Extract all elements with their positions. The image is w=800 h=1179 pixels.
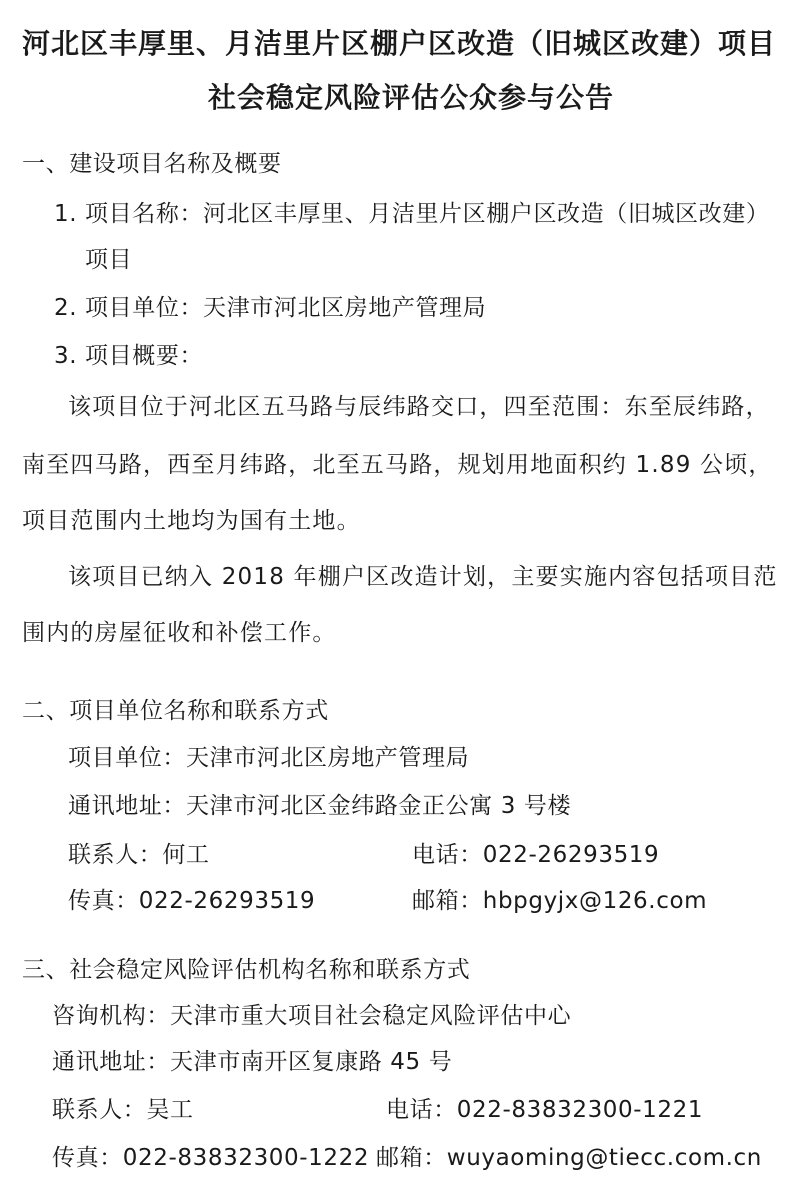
section-1-item-2: 2. 项目单位：天津市河北区房地产管理局 xyxy=(54,295,487,321)
section-1-item-1-line-1: 1. 项目名称：河北区丰厚里、月洁里片区棚户区改造（旧城区改建） xyxy=(54,201,770,227)
section-3-heading: 三、社会稳定风险评估机构名称和联系方式 xyxy=(22,957,471,983)
section-1-paragraph-2-line-2: 围内的房屋征收和补偿工作。 xyxy=(22,620,337,646)
section-1-item-1-line-2: 项目 xyxy=(85,247,133,273)
section-2-address: 通讯地址：天津市河北区金纬路金正公寓 3 号楼 xyxy=(68,793,572,819)
section-1-paragraph-1-line-1: 该项目位于河北区五马路与辰纬路交口，四至范围：东至辰纬路， xyxy=(68,394,770,420)
section-1-paragraph-1-line-3: 项目范围内土地均为国有土地。 xyxy=(22,508,361,534)
title-line-1: 河北区丰厚里、月洁里片区棚户区改造（旧城区改建）项目 xyxy=(22,27,777,60)
section-1-paragraph-2-line-1: 该项目已纳入 2018 年棚户区改造计划，主要实施内容包括项目范 xyxy=(68,564,778,590)
section-2-unit: 项目单位：天津市河北区房地产管理局 xyxy=(68,745,470,771)
section-3-agency: 咨询机构：天津市重大项目社会稳定风险评估中心 xyxy=(52,1003,572,1029)
section-2-heading: 二、项目单位名称和联系方式 xyxy=(22,698,329,724)
section-3-fax: 传真：022-83832300-1222 xyxy=(52,1145,370,1171)
title-line-2: 社会稳定风险评估公众参与公告 xyxy=(208,81,615,114)
section-3-email: 邮箱：wuyaoming@tiecc.com.cn xyxy=(376,1145,762,1171)
section-1-item-3: 3. 项目概要： xyxy=(54,343,204,369)
section-2-contact: 联系人：何工 xyxy=(68,842,210,868)
section-3-phone: 电话：022-83832300-1221 xyxy=(386,1097,704,1123)
section-3-address: 通讯地址：天津市南开区复康路 45 号 xyxy=(52,1049,453,1075)
section-1-heading: 一、建设项目名称及概要 xyxy=(22,151,282,177)
section-2-email: 邮箱：hbpgyjx@126.com xyxy=(412,888,708,914)
section-3-contact: 联系人：吴工 xyxy=(52,1097,194,1123)
section-1-paragraph-1-line-2: 南至四马路，西至月纬路，北至五马路，规划用地面积约 1.89 公顷， xyxy=(22,452,773,478)
section-2-phone: 电话：022-26293519 xyxy=(412,842,660,868)
section-2-fax: 传真：022-26293519 xyxy=(68,888,316,914)
